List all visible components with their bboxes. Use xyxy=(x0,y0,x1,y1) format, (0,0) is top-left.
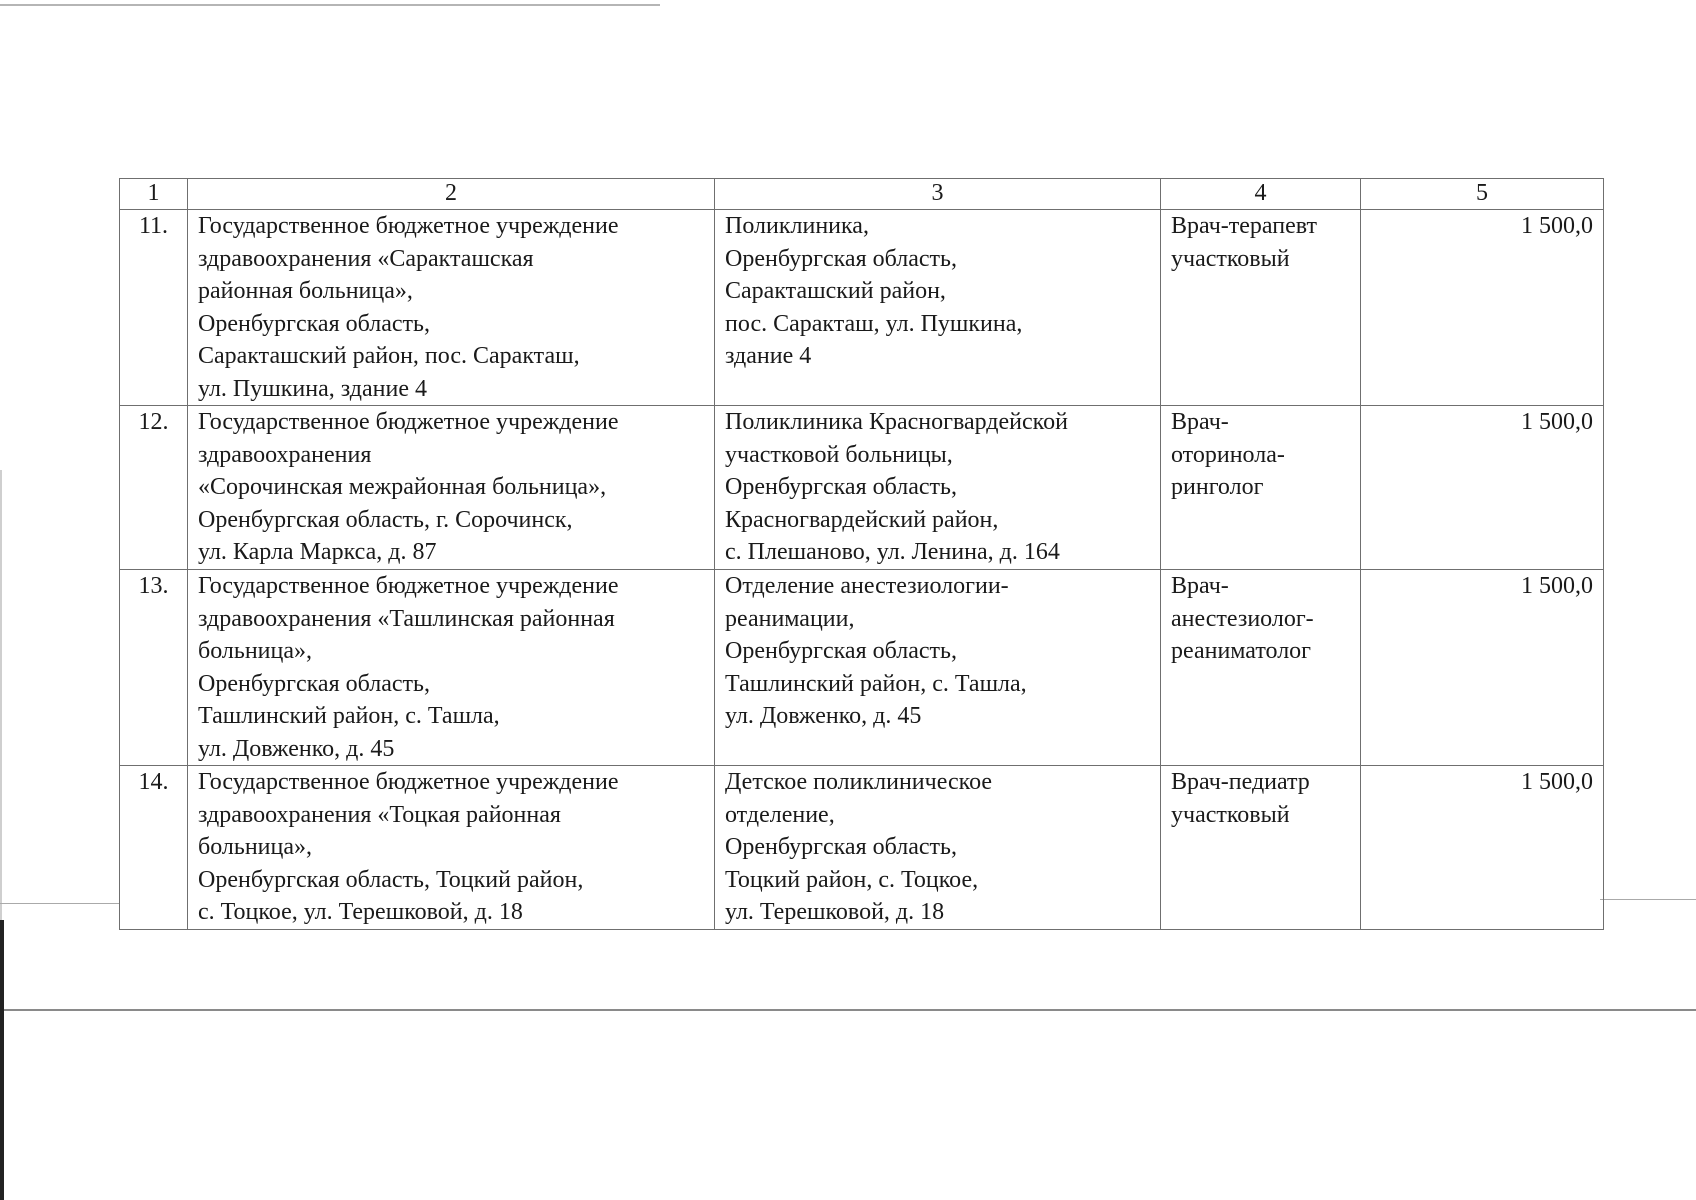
institution-line: Саракташский район, пос. Саракташ, xyxy=(198,343,580,369)
header-col-3: 3 xyxy=(715,179,1161,210)
unit-line: участковой больницы, xyxy=(725,441,953,468)
position-line: анестезиолог- xyxy=(1171,605,1314,632)
institution-line: с. Тоцкое, ул. Терешковой, д. 18 xyxy=(198,899,523,925)
row-number: 13. xyxy=(120,570,188,766)
position-line: Врач- xyxy=(1171,409,1229,435)
position-line: ринголог xyxy=(1171,474,1264,500)
unit-line: Оренбургская область, xyxy=(725,834,957,860)
unit-line: Отделение анестезиологии- xyxy=(725,573,1009,599)
unit-line: Оренбургская область, xyxy=(725,474,957,500)
unit-line: ул. Довженко, д. 45 xyxy=(725,703,922,729)
header-col-5: 5 xyxy=(1361,179,1604,210)
institution-line: ул. Довженко, д. 45 xyxy=(198,735,395,762)
unit-line: отделение, xyxy=(725,801,835,828)
row-number: 14. xyxy=(120,766,188,930)
unit-line: здание 4 xyxy=(725,343,812,369)
table-row xyxy=(120,406,1604,570)
unit-line: Саракташский район, xyxy=(725,278,946,304)
position-line: оторинола- xyxy=(1171,441,1285,468)
unit-line: Оренбургская область, xyxy=(725,245,957,272)
institution-cell xyxy=(188,766,715,930)
unit-line: ул. Терешковой, д. 18 xyxy=(725,899,945,925)
table-row xyxy=(120,766,1604,930)
institution-line: здравоохранения «Ташлинская районная xyxy=(198,605,615,632)
institution-line: Оренбургская область, xyxy=(198,310,430,337)
table-row xyxy=(120,570,1604,766)
scan-artifact-top-line xyxy=(0,4,660,6)
unit-cell xyxy=(715,570,1161,766)
institution-line: Оренбургская область, xyxy=(198,670,430,697)
unit-cell xyxy=(715,766,1161,930)
institution-cell xyxy=(188,406,715,570)
institution-line: здравоохранения «Тоцкая районная xyxy=(198,801,561,828)
position-cell xyxy=(1161,406,1361,570)
scan-artifact-left-bar xyxy=(0,920,4,1200)
institution-line: Оренбургская область, Тоцкий район, xyxy=(198,866,584,893)
scan-artifact-short-line-right xyxy=(1600,899,1696,900)
unit-cell xyxy=(715,210,1161,406)
unit-line: пос. Саракташ, ул. Пушкина, xyxy=(725,310,1023,337)
scan-artifact-page-fold-line xyxy=(0,1009,1696,1011)
amount-cell: 1 500,0 xyxy=(1361,210,1604,406)
row-number: 11. xyxy=(120,210,188,406)
institution-line: ул. Карла Маркса, д. 87 xyxy=(198,539,437,565)
position-line: участковый xyxy=(1171,245,1290,272)
institution-cell xyxy=(188,570,715,766)
institution-line: Государственное бюджетное учреждение xyxy=(198,769,619,795)
amount-cell: 1 500,0 xyxy=(1361,766,1604,930)
row-number: 12. xyxy=(120,406,188,570)
unit-line: Ташлинский район, с. Ташла, xyxy=(725,670,1027,697)
position-line: участковый xyxy=(1171,801,1290,828)
unit-line: Детское поликлиническое xyxy=(725,769,993,795)
position-cell xyxy=(1161,766,1361,930)
institutions-table xyxy=(119,178,1604,930)
position-cell xyxy=(1161,570,1361,766)
amount-cell: 1 500,0 xyxy=(1361,406,1604,570)
institution-line: «Сорочинская межрайонная больница», xyxy=(198,474,607,500)
unit-line: Тоцкий район, с. Тоцкое, xyxy=(725,866,979,893)
unit-cell xyxy=(715,406,1161,570)
unit-line: реанимации, xyxy=(725,605,855,632)
table-row xyxy=(120,210,1604,406)
position-line: Врач-терапевт xyxy=(1171,213,1317,239)
institution-line: здравоохранения «Саракташская xyxy=(198,245,534,272)
amount-cell: 1 500,0 xyxy=(1361,570,1604,766)
scan-artifact-short-line-left xyxy=(0,903,120,904)
scan-artifact-left-edge xyxy=(0,470,2,920)
position-line: Врач-педиатр xyxy=(1171,769,1310,795)
unit-line: с. Плешаново, ул. Ленина, д. 164 xyxy=(725,539,1060,565)
unit-line: Поликлиника Красногвардейской xyxy=(725,409,1068,435)
institution-line: здравоохранения xyxy=(198,441,372,468)
unit-line: Оренбургская область, xyxy=(725,638,957,664)
header-col-1: 1 xyxy=(120,179,188,210)
institution-line: Оренбургская область, г. Сорочинск, xyxy=(198,506,573,533)
institution-line: Ташлинский район, с. Ташла, xyxy=(198,703,500,729)
table-header-row xyxy=(120,179,1604,210)
position-line: Врач- xyxy=(1171,573,1229,599)
unit-line: Поликлиника, xyxy=(725,213,869,239)
position-cell xyxy=(1161,210,1361,406)
position-line: реаниматолог xyxy=(1171,638,1312,664)
institution-line: районная больница», xyxy=(198,278,413,304)
institution-cell xyxy=(188,210,715,406)
header-col-4: 4 xyxy=(1161,179,1361,210)
institution-line: больница», xyxy=(198,834,312,860)
institution-line: ул. Пушкина, здание 4 xyxy=(198,375,427,402)
institution-line: Государственное бюджетное учреждение xyxy=(198,409,619,435)
unit-line: Красногвардейский район, xyxy=(725,506,999,533)
header-col-2: 2 xyxy=(188,179,715,210)
institution-line: больница», xyxy=(198,638,312,664)
institution-line: Государственное бюджетное учреждение xyxy=(198,573,619,599)
institution-line: Государственное бюджетное учреждение xyxy=(198,213,619,239)
